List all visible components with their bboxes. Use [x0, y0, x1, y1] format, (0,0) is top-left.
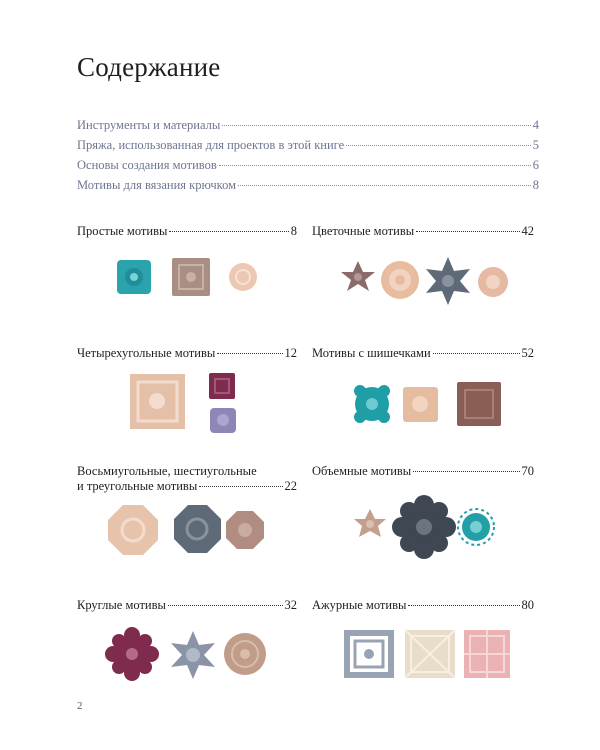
section-3d-motifs[interactable]: Объемные мотивы 70 [312, 464, 534, 478]
teal-sun-motif [458, 509, 494, 545]
pink-lace-square-motif [464, 630, 510, 678]
taupe-round-motif [224, 633, 266, 675]
quadrilateral-motifs-images [128, 372, 243, 434]
toc-entry-motifs[interactable]: Мотивы для вязания крючком 8 [77, 178, 539, 192]
brown-bobble-square-motif [457, 382, 501, 426]
toc-entry-basics[interactable]: Основы создания мотивов 6 [77, 158, 539, 172]
toc-entry-yarn[interactable]: Пряжа, использованная для проектов в этой книге 5 [77, 138, 539, 152]
slate-octagon-motif [174, 505, 221, 553]
peach-flower-motif [381, 261, 419, 299]
round-motifs-images [105, 627, 270, 682]
bobble-motifs-images [352, 381, 502, 431]
peach-circle-motif [229, 263, 257, 291]
section-simple-motifs[interactable]: Простые мотивы 8 [77, 224, 297, 238]
grayblue-star-motif [171, 631, 215, 679]
section-flower-motifs[interactable]: Цветочные мотивы 42 [312, 224, 534, 238]
peach-octagon-motif [108, 505, 158, 555]
cream-lace-square-motif [405, 630, 455, 678]
peach-small-flower-motif [478, 267, 508, 297]
simple-motifs-images [115, 257, 265, 299]
section-round-motifs[interactable]: Круглые мотивы 32 [77, 598, 297, 612]
teal-bobble-motif [354, 385, 390, 423]
plum-square-motif [209, 373, 235, 399]
flower-motifs-images [340, 254, 515, 306]
section-quadrilateral-motifs[interactable]: Четырехугольные мотивы 12 [77, 346, 297, 360]
main-toc [77, 118, 539, 198]
3d-motifs-images [352, 497, 502, 559]
section-openwork-motifs[interactable]: Ажурные мотивы 80 [312, 598, 534, 612]
section-polygon-motifs[interactable]: Восьмиугольные, шестиугольные и треугольные мотивы 22 [77, 464, 297, 493]
openwork-motifs-images [343, 629, 513, 681]
section-bobble-motifs[interactable]: Мотивы с шишечками 52 [312, 346, 534, 360]
toc-entry-tools[interactable]: Инструменты и материалы 4 [77, 118, 539, 132]
page-title: Содержание [77, 52, 221, 82]
page-number: 2 [77, 700, 83, 712]
polygon-motifs-images [106, 504, 271, 556]
grayblue-lace-square-motif [344, 630, 394, 678]
